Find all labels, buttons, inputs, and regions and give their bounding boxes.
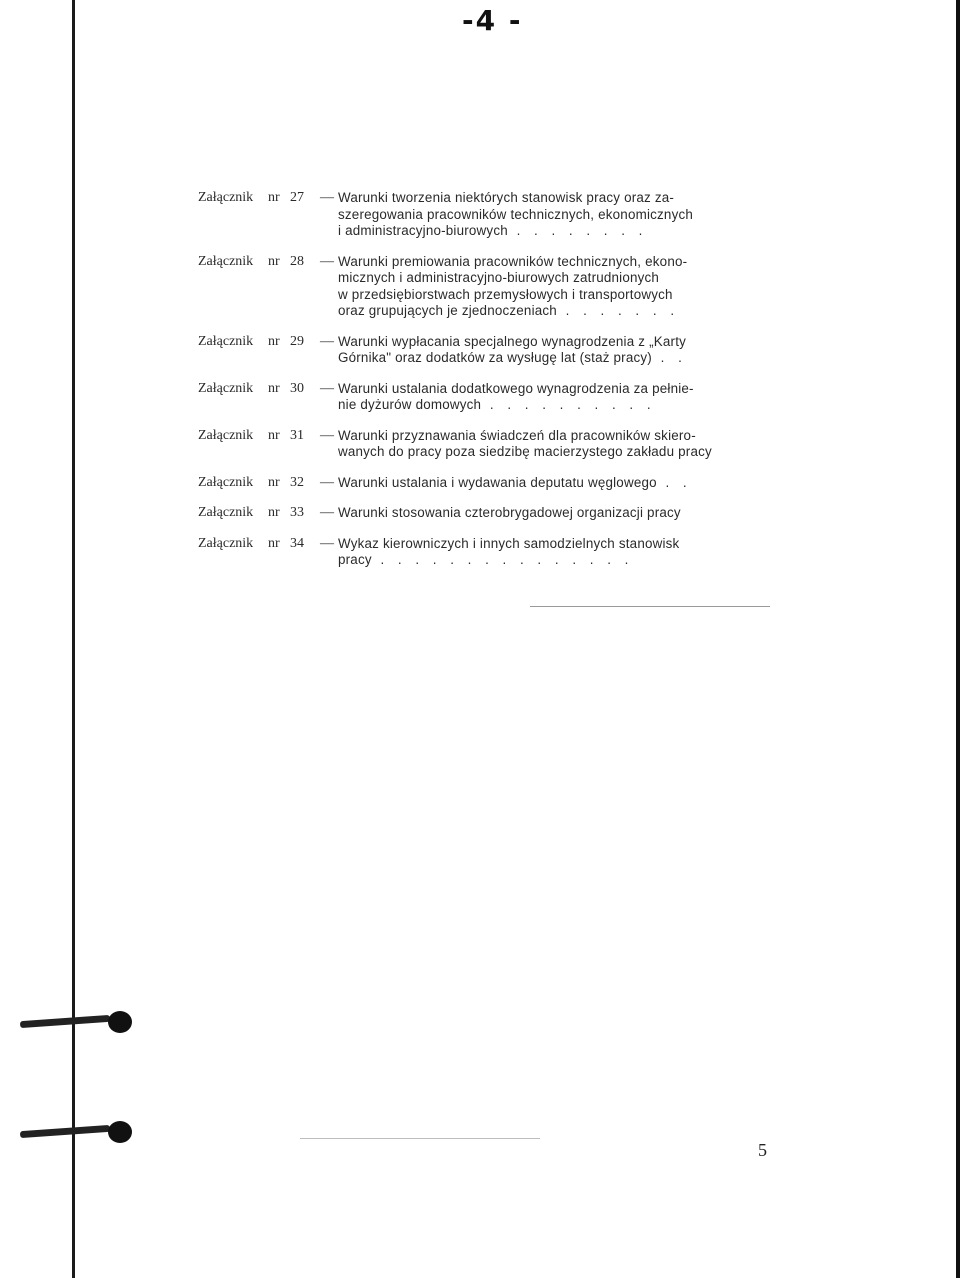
attachment-label: Załącznik: [198, 505, 254, 520]
binder-clip-bottom: [20, 1118, 130, 1146]
attachment-number: 34: [290, 535, 304, 551]
toc-entry: [198, 381, 738, 414]
leader-dots: . . . . . . . .: [507, 223, 648, 238]
description-text: Wykaz kierowniczych i innych samodzielnych stanowisk: [338, 535, 680, 551]
attachment-dash: —: [320, 380, 334, 396]
description-text: Warunki tworzenia niektórych stanowisk pracy oraz za-: [338, 190, 675, 205]
scan-artifact-line: [530, 606, 770, 607]
table-of-contents: [198, 190, 738, 583]
description-line: [338, 207, 738, 224]
toc-entry: [198, 254, 738, 320]
attachment-nr: nr: [268, 380, 280, 396]
description-text: wanych do pracy poza siedzibę macierzystego zakładu pracy: [338, 444, 712, 459]
leader-dots: . .: [656, 474, 692, 490]
description-line: [338, 475, 738, 492]
description-text: i administracyjno-biurowych: [338, 223, 508, 238]
toc-entry: [198, 536, 738, 569]
toc-entry: [198, 505, 738, 522]
description-text: w przedsiębiorstwach przemysłowych i transportowych: [338, 286, 673, 302]
toc-entry: [198, 190, 738, 240]
description-line: [338, 334, 738, 351]
scan-artifact-line: [300, 1138, 540, 1139]
description-text: Warunki wypłacania specjalnego wynagrodzenia z „Karty: [338, 333, 687, 349]
description-line: [338, 223, 738, 240]
attachment-description: [338, 536, 738, 569]
description-text: pracy: [338, 552, 372, 567]
attachment-description: [338, 381, 738, 414]
description-line: [338, 350, 738, 367]
attachment-nr: nr: [268, 333, 280, 349]
description-text: oraz grupujących je zjednoczeniach: [338, 303, 557, 318]
toc-entry: [198, 475, 738, 492]
description-text: Warunki przyznawania świadczeń dla pracowników skiero-: [338, 427, 696, 443]
leader-dots: . . . . . . . . . .: [481, 397, 656, 412]
binder-clip-top: [20, 1008, 130, 1036]
attachment-description: [338, 475, 738, 492]
description-line: [338, 536, 738, 553]
attachment-number: 31: [290, 427, 304, 443]
description-text: Warunki ustalania dodatkowego wynagrodzenia za pełnie-: [338, 380, 694, 396]
leader-dots: . .: [651, 350, 687, 365]
attachment-number: 33: [290, 505, 304, 520]
attachment-description: [338, 505, 738, 522]
description-line: [338, 254, 738, 271]
attachment-dash: —: [320, 190, 334, 205]
description-text: Warunki premiowania pracowników technicznych, ekono-: [338, 253, 688, 269]
toc-entry: [198, 334, 738, 367]
attachment-nr: nr: [268, 190, 280, 205]
attachment-number: 32: [290, 474, 304, 490]
description-line: [338, 270, 738, 287]
attachment-number: 28: [290, 253, 304, 269]
attachment-label: Załącznik: [198, 427, 254, 443]
description-line: [338, 428, 738, 445]
description-line: [338, 505, 738, 522]
attachment-dash: —: [320, 333, 334, 349]
description-text: Warunki stosowania czterobrygadowej organizacji pracy: [338, 505, 681, 520]
scan-right-edge: [956, 0, 960, 1278]
attachment-nr: nr: [268, 474, 280, 490]
attachment-label: Załącznik: [198, 253, 254, 269]
attachment-description: [338, 254, 738, 320]
description-line: [338, 303, 738, 320]
leader-dots: . . . . . . .: [556, 303, 680, 318]
attachment-label: Załącznik: [198, 380, 254, 396]
description-text: Górnika" oraz dodatków za wysługę lat (staż pracy): [338, 350, 652, 365]
attachment-dash: —: [320, 535, 334, 551]
attachment-number: 29: [290, 333, 304, 349]
attachment-label: Załącznik: [198, 474, 254, 490]
attachment-dash: —: [320, 253, 334, 269]
attachment-nr: nr: [268, 535, 280, 551]
page-number-top: -4 -: [462, 4, 523, 37]
description-line: [338, 552, 738, 569]
attachment-description: [338, 334, 738, 367]
attachment-label: Załącznik: [198, 190, 254, 205]
description-line: [338, 444, 738, 461]
attachment-nr: nr: [268, 253, 280, 269]
binding-margin-line: [72, 0, 75, 1278]
attachment-label: Załącznik: [198, 535, 254, 551]
description-line: [338, 287, 738, 304]
description-text: nie dyżurów domowych: [338, 397, 482, 412]
attachment-number: 30: [290, 380, 304, 396]
description-line: [338, 397, 738, 414]
attachment-nr: nr: [268, 505, 280, 520]
page-number-bottom: 5: [758, 1140, 767, 1160]
attachment-description: [338, 428, 738, 461]
attachment-dash: —: [320, 427, 334, 443]
attachment-label: Załącznik: [198, 333, 254, 349]
leader-dots: . . . . . . . . . . . . . . .: [371, 552, 634, 567]
description-text: Warunki ustalania i wydawania deputatu węglowego: [338, 474, 657, 490]
attachment-description: [338, 190, 738, 240]
toc-entry: [198, 428, 738, 461]
attachment-dash: —: [320, 505, 334, 520]
description-line: [338, 190, 738, 207]
description-line: [338, 381, 738, 398]
description-text: szeregowania pracowników technicznych, ekonomicznych: [338, 206, 694, 222]
attachment-number: 27: [290, 190, 304, 205]
attachment-dash: —: [320, 474, 334, 490]
description-text: micznych i administracyjno-biurowych zatrudnionych: [338, 270, 660, 285]
attachment-nr: nr: [268, 427, 280, 443]
